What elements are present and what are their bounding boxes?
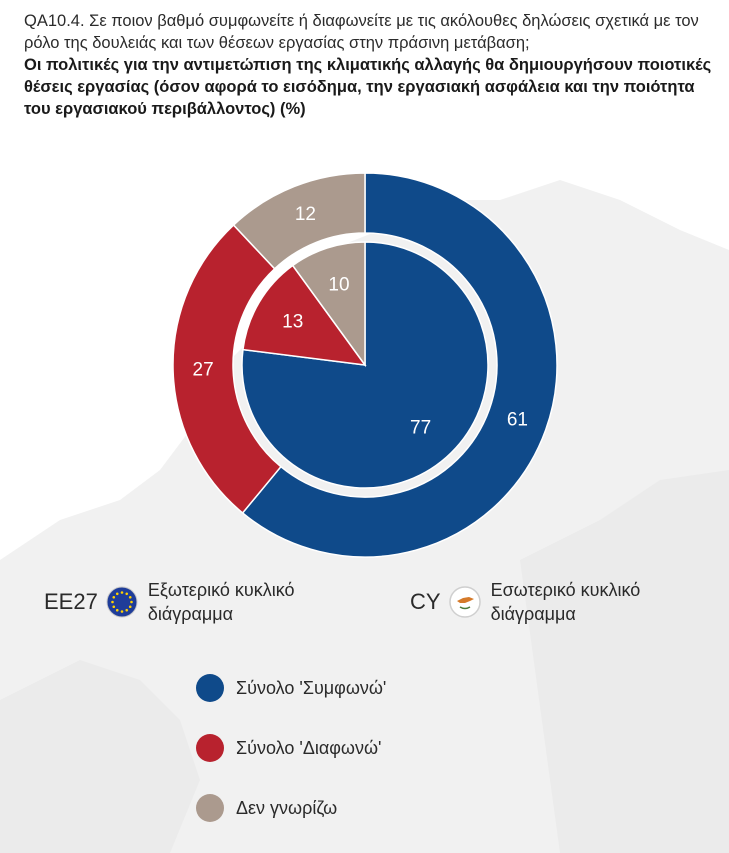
- outer-label-dont-know: 12: [294, 203, 316, 225]
- question-statement: Οι πολιτικές για την αντιμετώπιση της κλιματικής αλλαγής θα δημιουργήσουν ποιοτικές θέσεις εργασίας (όσον αφορά το εισόδημα, την εργασιακή ασφάλεια και την ποιότητα του εργασιακού περιβάλλοντος) (%): [24, 56, 712, 118]
- outer-label-agree: 61: [506, 409, 528, 431]
- eu-star: [112, 596, 115, 599]
- legend-swatch: [196, 674, 224, 702]
- legend-item-dont-know: [196, 794, 337, 822]
- eu-flag-icon: [106, 586, 138, 618]
- outer-ring-key: [44, 578, 338, 626]
- legend-item-disagree: [196, 734, 381, 762]
- eu-star: [130, 601, 133, 604]
- eu-star: [125, 592, 128, 595]
- inner-ring-label: Εσωτερικό κυκλικό διάγραμμα: [490, 580, 641, 624]
- question-text: QA10.4. Σε ποιον βαθμό συμφωνείτε ή διαφωνείτε με τις ακόλουθες δηλώσεις σχετικά με τον ρόλο της δουλειάς και των θέσεων εργασίας στην πράσινη μετάβαση;: [24, 12, 699, 52]
- outer-ring-label: Εξωτερικό κυκλικό διάγραμμα: [147, 580, 295, 624]
- cyprus-flag-icon: [449, 586, 481, 618]
- legend-swatch: [196, 794, 224, 822]
- legend-label: Δεν γνωρίζω: [236, 797, 338, 818]
- legend-label: Σύνολο 'Συμφωνώ': [236, 677, 387, 698]
- eu-star: [116, 609, 119, 612]
- inner-label-dont-know: 10: [328, 274, 350, 296]
- legend-swatch: [196, 734, 224, 762]
- outer-ring-code: EE27: [44, 589, 98, 614]
- eu-star: [121, 591, 124, 594]
- legend-item-agree: [196, 674, 386, 702]
- inner-ring-key: [410, 578, 681, 626]
- eu-star: [121, 610, 124, 613]
- inner-label-disagree: 13: [282, 311, 304, 333]
- eu-star: [112, 605, 115, 608]
- eu-star: [116, 592, 119, 595]
- legend-label: Σύνολο 'Διαφωνώ': [236, 737, 382, 758]
- eu-star: [129, 596, 132, 599]
- outer-label-disagree: 27: [192, 359, 214, 381]
- eu-star: [129, 605, 132, 608]
- inner-ring-code: CY: [410, 589, 441, 614]
- eu-star: [111, 601, 114, 604]
- inner-label-agree: 77: [410, 417, 432, 439]
- eu-star: [125, 609, 128, 612]
